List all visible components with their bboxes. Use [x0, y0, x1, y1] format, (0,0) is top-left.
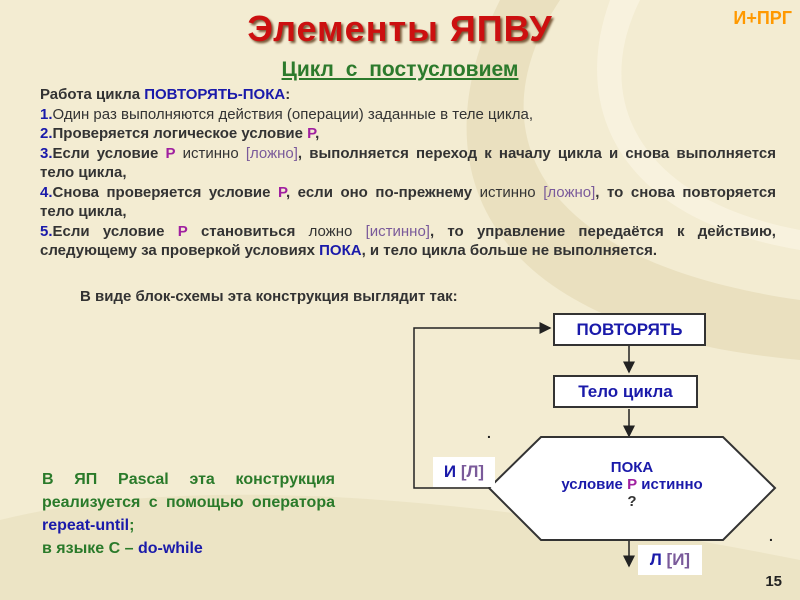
- decorative-dot: .: [769, 528, 773, 544]
- step-3: 3.Если условие Р истинно [ложно], выполняется переход к началу цикла и снова выполняется тело цикла,: [40, 144, 776, 181]
- loop-body-block: Тело цикла: [553, 375, 698, 408]
- step-4: 4.Снова проверяется условие Р, если оно по-прежнему истинно [ложно], то снова повторяется тело цикла,: [40, 183, 777, 220]
- true-branch-label: И [Л]: [433, 457, 495, 487]
- step-5: 5.Если условие Р становиться ложно [истинно], то управление передаётся к действию, следующему за проверкой условиях ПОКА, и тело цикла больше не выполняется.: [40, 222, 776, 259]
- flowchart-intro: В виде блок-схемы эта конструкция выглядит так:: [80, 288, 458, 305]
- repeat-block: ПОВТОРЯТЬ: [553, 313, 706, 346]
- condition-question: ?: [627, 493, 637, 510]
- corner-label: И+ПРГ: [733, 8, 792, 28]
- pascal-note: [42, 468, 335, 560]
- page-number: 15: [765, 573, 782, 590]
- step-1: 1.Один раз выполняются действия (операции) заданные в теле цикла,: [40, 105, 534, 123]
- description-intro: Работа цикла ПОВТОРЯТЬ-ПОКА:: [40, 86, 291, 103]
- pascal-note-line2: в языке С – do-while: [42, 540, 203, 557]
- decorative-dot: .: [487, 425, 491, 441]
- condition-text: [541, 459, 723, 510]
- slide-title: Элементы ЯПВУ: [247, 8, 553, 49]
- false-branch-label: Л [И]: [638, 545, 702, 575]
- condition-expression: условие Р истинно: [561, 476, 703, 493]
- slide-subtitle: Цикл с постусловием: [281, 58, 519, 81]
- pascal-note-line1: В ЯП Pascal эта конструкция реализуется с помощью оператора repeat-until;: [42, 471, 335, 534]
- step-2: 2.Проверяется логическое условие Р,: [40, 125, 320, 142]
- condition-keyword: ПОКА: [610, 459, 654, 476]
